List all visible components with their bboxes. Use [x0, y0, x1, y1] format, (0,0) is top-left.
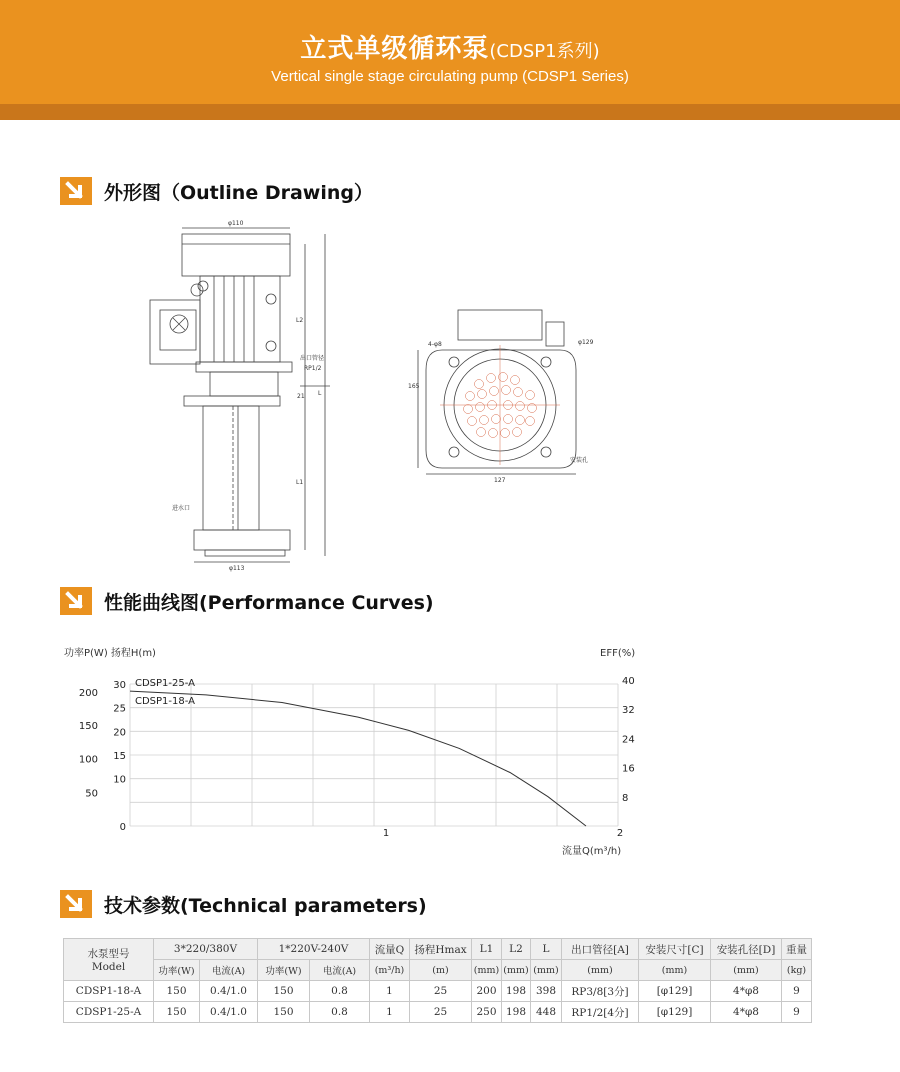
axis-label-flow: 流量Q(m³/h) [562, 846, 622, 857]
cell-mount-hole: 4*φ8 [711, 981, 782, 1002]
tick-label-x: 1 [382, 828, 390, 839]
unit-p2: 功率(W) [258, 960, 310, 981]
unit-l1: (mm) [472, 960, 502, 981]
tick-label-power: 200 [78, 688, 98, 700]
cell-i2: 0.8 [310, 1002, 370, 1023]
unit-mount-hole: (mm) [711, 960, 782, 981]
section-performance-title: 性能曲线图(Performance Curves) [104, 591, 434, 614]
tick-label-power: 100 [78, 754, 98, 766]
series-line-cdsp1-25-a [130, 691, 586, 826]
dim-127: 127 [494, 477, 506, 484]
tick-label-head: 15 [113, 751, 126, 762]
th-flow: 流量Q [370, 939, 410, 960]
unit-i2: 电流(A) [310, 960, 370, 981]
table-row [64, 1002, 812, 1023]
cell-l2: 198 [502, 1002, 531, 1023]
cell-weight: 9 [782, 1002, 812, 1023]
th-weight: 重量 [782, 939, 812, 960]
cell-flow: 1 [370, 981, 410, 1002]
tick-label-head: 0 [119, 822, 126, 833]
dim-holes: 4-φ8 [428, 341, 442, 348]
unit-flow: (m³/h) [370, 960, 410, 981]
legend-item-0: CDSP1-25-A [135, 678, 195, 689]
cell-mount-size: [φ129] [639, 981, 711, 1002]
unit-outlet: (mm) [562, 960, 639, 981]
dim-L: L [318, 390, 322, 397]
tick-label-head: 20 [113, 727, 126, 739]
cell-i1: 0.4/1.0 [200, 1002, 258, 1023]
tick-label-eff: 8 [622, 792, 629, 804]
section-technical-title: 技术参数(Technical parameters) [104, 894, 427, 917]
label-inlet: 进水口 [172, 505, 191, 512]
cell-l: 398 [531, 981, 562, 1002]
unit-lift: (m) [410, 960, 472, 981]
unit-l: (mm) [531, 960, 562, 981]
legend-item-1: CDSP1-18-A [135, 696, 195, 707]
th-mount-hole: 安装孔径[D] [711, 939, 782, 960]
cell-mount-size: [φ129] [639, 1002, 711, 1023]
section-outline-title: 外形图（Outline Drawing） [104, 181, 373, 204]
tick-label-eff: 16 [622, 763, 635, 775]
dim-L2: L2 [296, 317, 304, 324]
tick-label-head: 10 [113, 774, 126, 786]
label-outlet: 出口管径 [300, 355, 325, 362]
cell-model: CDSP1-25-A [64, 1002, 154, 1023]
cell-i1: 0.4/1.0 [200, 981, 258, 1002]
th-l: L [531, 939, 562, 960]
cell-i2: 0.8 [310, 981, 370, 1002]
tick-label-eff: 24 [622, 734, 635, 746]
dim-21: 21 [297, 393, 305, 400]
cell-weight: 9 [782, 981, 812, 1002]
tick-label-power: 50 [85, 788, 98, 800]
th-mount-size: 安装尺寸[C] [639, 939, 711, 960]
cell-mount-hole: 4*φ8 [711, 1002, 782, 1023]
title-series: (CDSP1系列) [489, 41, 600, 62]
unit-p1: 功率(W) [154, 960, 200, 981]
th-outlet: 出口管径[A] [562, 939, 639, 960]
title-zh: 立式单级循环泵 [300, 34, 490, 64]
cell-p2: 150 [258, 981, 310, 1002]
arrow-down-right-icon [60, 890, 92, 918]
cell-flow: 1 [370, 1002, 410, 1023]
th-l1: L1 [472, 939, 502, 960]
table-row [64, 981, 812, 1002]
section-technical-heading [60, 890, 427, 918]
tick-label-eff: 40 [622, 676, 635, 687]
cell-lift: 25 [410, 1002, 472, 1023]
cell-outlet: RP1/2[4分] [562, 1002, 639, 1023]
dim-phi129: φ129 [578, 339, 594, 346]
tick-label-eff: 32 [622, 705, 635, 717]
th-l2: L2 [502, 939, 531, 960]
th-group2: 1*220V-240V [258, 939, 370, 960]
dim-L1: L1 [296, 479, 304, 486]
cell-l1: 250 [472, 1002, 502, 1023]
tick-label-x: 2 [616, 828, 624, 839]
th-group1: 3*220/380V [154, 939, 258, 960]
axis-label-left: 功率P(W) 扬程H(m) [64, 648, 156, 659]
cell-p2: 150 [258, 1002, 310, 1023]
cell-p1: 150 [154, 981, 200, 1002]
dim-phi110: φ110 [228, 220, 244, 227]
label-mount-hole: 安装孔 [570, 457, 589, 464]
cell-p1: 150 [154, 1002, 200, 1023]
cell-outlet: RP3/8[3分] [562, 981, 639, 1002]
th-model: 水泵型号 Model [64, 939, 154, 981]
cell-l: 448 [531, 1002, 562, 1023]
axis-label-eff: EFF(%) [600, 648, 636, 659]
unit-i1: 电流(A) [200, 960, 258, 981]
unit-weight: (kg) [782, 960, 812, 981]
tick-label-power: 150 [78, 720, 98, 732]
unit-l2: (mm) [502, 960, 531, 981]
page-subtitle: Vertical single stage circulating pump (CDSP1 Series) [271, 68, 629, 85]
unit-mount-size: (mm) [639, 960, 711, 981]
cell-lift: 25 [410, 981, 472, 1002]
tick-label-head: 30 [113, 680, 126, 691]
th-lift: 扬程Hmax [410, 939, 472, 960]
cell-l1: 200 [472, 981, 502, 1002]
dim-165: 165 [408, 383, 420, 390]
tick-label-head: 25 [113, 703, 126, 715]
label-outlet-rp: RP1/2 [304, 365, 322, 372]
params-table [63, 938, 812, 1023]
cell-model: CDSP1-18-A [64, 981, 154, 1002]
cell-l2: 198 [502, 981, 531, 1002]
dim-phi113: φ113 [229, 565, 245, 572]
